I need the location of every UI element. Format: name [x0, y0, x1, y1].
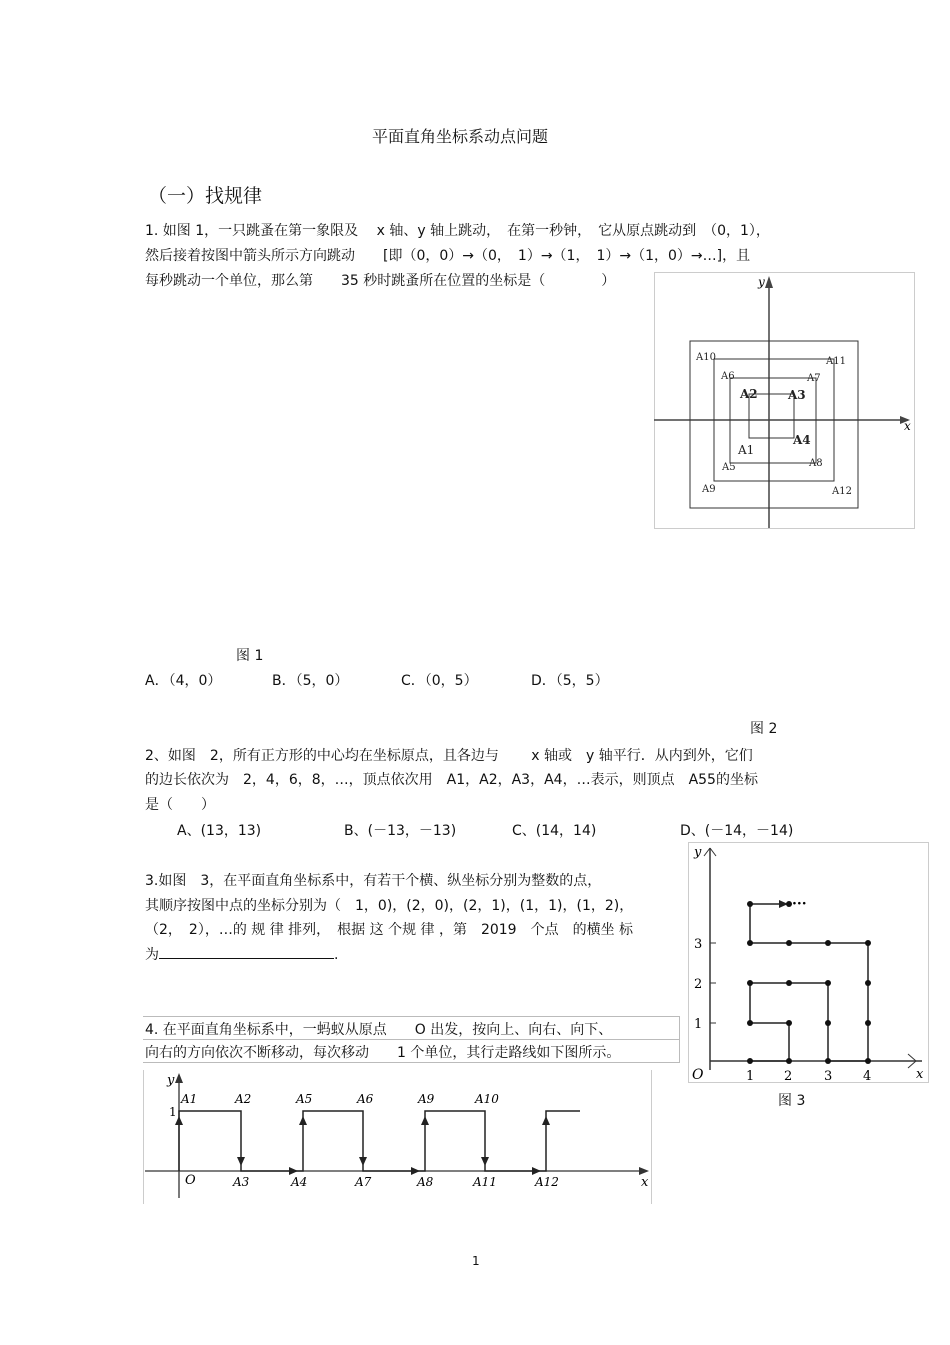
fig4-x-label: x [641, 1175, 649, 1190]
fig1-label-a9: A9 [702, 484, 716, 495]
fig3-continuation-dots: ··· [792, 896, 807, 912]
figure-3 [688, 842, 930, 1084]
fig1-label-a12: A12 [832, 486, 852, 497]
fig3-x-tick-4: 4 [863, 1069, 872, 1084]
fig4-y-label: y [167, 1073, 175, 1088]
fig4-label-a4: A4 [291, 1175, 308, 1189]
fig4-label-a1: A1 [181, 1092, 198, 1106]
fig1-label-a10: A10 [696, 352, 716, 363]
fig3-y-tick-1: 1 [694, 1017, 703, 1032]
q1-option-d: D．（5，5） [531, 673, 609, 689]
fig1-label-a5: A5 [722, 462, 736, 473]
q2-line-1: 2、如图 2，所有正方形的中心均在坐标原点，且各边与 x 轴或 y 轴平行．从内到外，它们 [145, 748, 753, 764]
fig4-label-a7: A7 [355, 1175, 372, 1189]
fig4-label-a12: A12 [535, 1175, 559, 1189]
fig3-y-label: y [694, 845, 702, 860]
q4-line-1: 4. 在平面直角坐标系中，一蚂蚁从原点 O 出发，按向上、向右、向下、 [145, 1022, 613, 1038]
fig3-x-tick-1: 1 [746, 1069, 755, 1084]
q1-line-3: 每秒跳动一个单位，那么第 35 秒时跳蚤所在位置的坐标是（ ） [145, 273, 616, 289]
fig4-origin: O [185, 1173, 196, 1188]
fig4-label-a6: A6 [357, 1092, 374, 1106]
fig3-path [750, 904, 868, 1061]
fig3-y-tick-3: 3 [694, 937, 703, 952]
q3-line-1: 3.如图 3，在平面直角坐标系中，有若干个横、纵坐标分别为整数的点， [145, 873, 602, 889]
fig3-x-tick-2: 2 [784, 1069, 793, 1084]
q3-line-2: 其顺序按图中点的坐标分别为（ 1，0)，(2，0)，(2，1)，(1，1)，(1，2)， [145, 898, 634, 914]
fig4-label-a2: A2 [235, 1092, 252, 1106]
fig1-label-a6: A6 [721, 371, 735, 382]
q1-line-1: 1. 如图 1，一只跳蚤在第一象限及 x 轴、y 轴上跳动， 在第一秒钟， 它从原点跳动到 （0，1）， [145, 223, 770, 239]
fig4-label-a8: A8 [417, 1175, 434, 1189]
q2-line-2: 的边长依次为 2，4，6，8，…，顶点依次用 A1，A2，A3，A4，…表示，则顶点 A55的坐标 [145, 772, 758, 788]
fig1-label-a2: A2 [740, 387, 758, 401]
q3-line-4-end: . [334, 947, 339, 963]
fig1-label-a3: A3 [788, 388, 806, 402]
q4-line-2: 向右的方向依次不断移动，每次移动 1 个单位，其行走路线如下图所示。 [145, 1045, 621, 1061]
fig3-x-tick-3: 3 [824, 1069, 833, 1084]
fig1-label-a11: A11 [826, 356, 846, 367]
fig1-label-a1: A1 [738, 443, 755, 457]
figure-1 [654, 272, 916, 530]
fig1-x-label: x [904, 419, 911, 433]
q2-option-d: D、(－14，－14) [680, 823, 794, 839]
fig4-label-a10: A10 [475, 1092, 499, 1106]
fig1-label-a7: A7 [807, 373, 821, 384]
fig4-path [179, 1111, 580, 1171]
q3-line-4 [145, 946, 338, 963]
fig1-y-label: y [758, 275, 765, 289]
fig4-label-a9: A9 [418, 1092, 435, 1106]
q2-option-a: A、(13，13) [177, 823, 262, 839]
q3-line-3: （2， 2），…的 规 律 排列， 根据 这 个规 律 ，第 2019 个点 的横坐 标 [145, 922, 634, 938]
answer-blank [159, 946, 334, 959]
fig4-label-a3: A3 [233, 1175, 250, 1189]
page-number: 1 [472, 1254, 480, 1268]
q2-line-3: 是（ ） [145, 797, 215, 813]
figure-4 [143, 1070, 654, 1204]
fig4-y-tick-1: 1 [169, 1105, 177, 1119]
q3-line-4-text: 为 [145, 947, 159, 963]
figure-2-caption: 图 2 [750, 721, 778, 737]
fig1-label-a8: A8 [809, 458, 823, 469]
fig3-x-label: x [916, 1067, 924, 1082]
q1-line-2: 然后接着按图中箭头所示方向跳动 [即（0，0）→（0， 1）→（1， 1）→（1，0）→…]，且 [145, 248, 751, 264]
fig3-y-tick-2: 2 [694, 977, 703, 992]
fig1-label-a4: A4 [793, 433, 811, 447]
page-title: 平面直角坐标系动点问题 [372, 127, 549, 146]
section-heading: （一）找规律 [148, 185, 263, 207]
q2-option-b: B、(－13，－13) [344, 823, 457, 839]
q1-option-a: A．（4，0） [145, 673, 222, 689]
q2-option-c: C、(14，14) [512, 823, 597, 839]
fig4-label-a5: A5 [296, 1092, 313, 1106]
fig3-origin: O [692, 1067, 704, 1083]
q1-option-c: C．（0，5） [401, 673, 478, 689]
figure-3-caption: 图 3 [778, 1093, 806, 1109]
fig4-label-a11: A11 [473, 1175, 497, 1189]
figure-1-caption: 图 1 [236, 648, 264, 664]
q1-option-b: B．（5，0） [272, 673, 349, 689]
